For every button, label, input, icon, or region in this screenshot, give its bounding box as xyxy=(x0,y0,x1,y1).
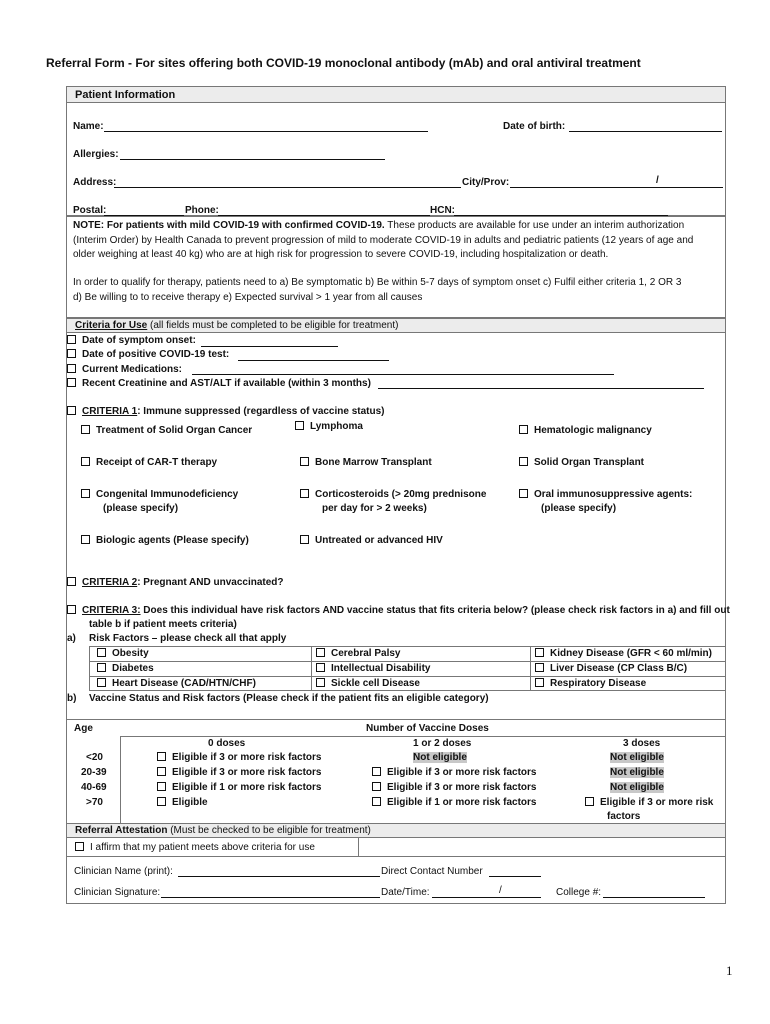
risk-factor-option[interactable]: Diabetes xyxy=(97,663,154,674)
eligibility-option[interactable]: Eligible if 1 or more risk factors xyxy=(372,797,537,808)
eligibility-option[interactable]: Eligible if 3 or more risk factors xyxy=(372,767,537,778)
college-field[interactable] xyxy=(603,897,705,898)
risk-factors-marker: a) xyxy=(67,633,76,644)
direct-contact-field[interactable] xyxy=(489,876,541,877)
risk-factors-label: Risk Factors – please check all that apply xyxy=(89,633,287,644)
address-field[interactable] xyxy=(114,187,461,188)
criteria-1-option-subtext: per day for > 2 weeks) xyxy=(322,503,427,514)
criteria-use-header xyxy=(75,320,398,331)
checkbox[interactable] xyxy=(67,605,76,614)
note-line-4: In order to qualify for therapy, patients need to a) Be symptomatic b) Be within 5-7 days of symptom onset c) Fulfil either criteria 1, 2 OR 3 xyxy=(73,277,682,288)
criteria-use-item[interactable]: Current Medications: xyxy=(67,364,182,375)
dob-field[interactable] xyxy=(569,131,722,132)
checkbox[interactable] xyxy=(300,457,309,466)
attestation-divider xyxy=(66,856,726,857)
dob-label: Date of birth: xyxy=(503,121,566,132)
form-bottom-border xyxy=(66,903,726,904)
direct-contact-label: Direct Contact Number xyxy=(381,866,483,877)
checkbox[interactable] xyxy=(157,782,166,791)
not-eligible-cell: Not eligible xyxy=(610,752,664,763)
risk-factor-option[interactable]: Respiratory Disease xyxy=(535,678,646,689)
patient-info-section xyxy=(66,86,726,216)
dose-col-header: 0 doses xyxy=(208,738,246,749)
creatinine-field[interactable] xyxy=(378,388,704,389)
risk-table-col-divider xyxy=(530,646,531,691)
checkbox[interactable] xyxy=(295,421,304,430)
criteria-use-item[interactable]: Date of symptom onset: xyxy=(67,335,196,346)
not-eligible-cell: Not eligible xyxy=(610,782,664,793)
checkbox[interactable] xyxy=(97,663,106,672)
age-group: >70 xyxy=(86,797,103,808)
hcn-label: HCN: xyxy=(430,205,455,216)
criteria-2-heading[interactable]: CRITERIA 2: Pregnant AND unvaccinated? xyxy=(67,577,284,588)
checkbox[interactable] xyxy=(97,678,106,687)
eligibility-option[interactable]: Eligible if 1 or more risk factors xyxy=(157,782,322,793)
criteria-1-option[interactable]: Receipt of CAR-T therapy xyxy=(81,457,217,468)
criteria-1-option-subtext: (please specify) xyxy=(103,503,179,514)
age-group: 40-69 xyxy=(81,782,107,793)
city-label: City/Prov: xyxy=(462,177,510,188)
checkbox[interactable] xyxy=(372,767,381,776)
risk-factor-option[interactable]: Obesity xyxy=(97,648,149,659)
clinician-signature-field[interactable] xyxy=(161,897,380,898)
checkbox[interactable] xyxy=(81,489,90,498)
criteria-1-option[interactable]: Biologic agents (Please specify) xyxy=(81,535,249,546)
not-eligible-cell: Not eligible xyxy=(413,752,467,763)
phone-label: Phone: xyxy=(185,205,219,216)
criteria-use-subtitle: (all fields must be completed to be eligible for treatment) xyxy=(147,320,399,331)
vaccine-status-label: Vaccine Status and Risk factors (Please check if the patient fits an eligible category) xyxy=(89,693,489,704)
eligibility-option[interactable]: Eligible if 3 or more risk factors xyxy=(157,752,322,763)
checkbox[interactable] xyxy=(67,335,76,344)
not-eligible-cell: Not eligible xyxy=(610,767,664,778)
eligibility-option-cont: factors xyxy=(607,811,641,822)
dose-col-header: 1 or 2 doses xyxy=(413,738,472,749)
vaccine-status-marker: b) xyxy=(67,693,77,704)
checkbox[interactable] xyxy=(535,678,544,687)
vaccine-table-top xyxy=(66,719,726,720)
eligibility-option[interactable]: Eligible xyxy=(157,797,208,808)
criteria-1-heading[interactable]: CRITERIA 1: Immune suppressed (regardless of vaccine status) xyxy=(67,406,385,417)
checkbox[interactable] xyxy=(535,663,544,672)
criteria-1-option[interactable]: Lymphoma xyxy=(295,421,363,432)
main-left-border xyxy=(66,333,67,903)
note-line-3: older weighing at least 40 kg) who are at high risk for progression to severe COVID-19, including hospitalization or death. xyxy=(73,249,609,260)
checkbox[interactable] xyxy=(535,648,544,657)
positive-test-field[interactable] xyxy=(238,360,389,361)
address-label: Address: xyxy=(73,177,117,188)
risk-table-col-divider xyxy=(311,646,312,691)
medications-field[interactable] xyxy=(192,374,614,375)
page-number: 1 xyxy=(726,963,733,978)
checkbox[interactable] xyxy=(75,842,84,851)
dose-col-header: 3 doses xyxy=(623,738,661,749)
note-line-5: d) Be willing to to receive therapy e) Expected survival > 1 year from all causes xyxy=(73,292,423,303)
age-group: 20-39 xyxy=(81,767,107,778)
college-label: College #: xyxy=(556,887,602,898)
checkbox[interactable] xyxy=(300,489,309,498)
age-group: <20 xyxy=(86,752,103,763)
date-time-label: Date/Time: xyxy=(381,887,430,898)
vaccine-table-col-divider xyxy=(120,736,121,823)
checkbox[interactable] xyxy=(316,648,325,657)
attestation-col-divider xyxy=(358,838,359,856)
checkbox[interactable] xyxy=(81,425,90,434)
note-line-2: (Interim Order) by Health Canada to prevent progression of mild to moderate COVID-19 in adults and pediatric patients (12 years of age and xyxy=(73,235,694,246)
checkbox[interactable] xyxy=(585,797,594,806)
note-bold: NOTE: For patients with mild COVID-19 with confirmed COVID-19. xyxy=(73,220,385,231)
main-right-border xyxy=(725,333,726,903)
checkbox[interactable] xyxy=(519,425,528,434)
checkbox[interactable] xyxy=(157,767,166,776)
risk-factor-option[interactable]: Intellectual Disability xyxy=(316,663,430,674)
criteria-1-option-subtext: (please specify) xyxy=(541,503,617,514)
page-title: Referral Form - For sites offering both COVID-19 monoclonal antibody (mAb) and oral antiviral treatment xyxy=(46,56,641,70)
clinician-name-field[interactable] xyxy=(178,876,380,877)
criteria-use-item[interactable]: Recent Creatinine and AST/ALT if available (within 3 months) xyxy=(67,378,371,389)
criteria-1-option[interactable]: Hematologic malignancy xyxy=(519,425,652,436)
clinician-signature-label: Clinician Signature: xyxy=(74,887,161,898)
postal-label: Postal: xyxy=(73,205,107,216)
attestation-title: Referral Attestation xyxy=(75,825,168,836)
city-prov-separator: / xyxy=(656,175,659,186)
checkbox[interactable] xyxy=(67,406,76,415)
criteria-1-option[interactable]: Oral immunosuppressive agents: xyxy=(519,489,692,500)
criteria-3-heading-cont: table b if patient meets criteria) xyxy=(89,619,237,630)
criteria-1-option[interactable]: Untreated or advanced HIV xyxy=(300,535,443,546)
eligibility-option[interactable]: Eligible if 3 or more risk factors xyxy=(157,767,322,778)
name-field[interactable] xyxy=(104,131,428,132)
clinician-name-label: Clinician Name (print): xyxy=(74,866,173,877)
checkbox[interactable] xyxy=(372,797,381,806)
checkbox[interactable] xyxy=(97,648,106,657)
criteria-use-title: Criteria for Use xyxy=(75,320,148,331)
checkbox[interactable] xyxy=(300,535,309,544)
eligibility-option[interactable]: Eligible if 3 or more risk factors xyxy=(372,782,537,793)
risk-factor-option[interactable]: Sickle cell Disease xyxy=(316,678,420,689)
risk-table-row-divider xyxy=(89,676,726,677)
checkbox[interactable] xyxy=(67,378,76,387)
symptom-onset-field[interactable] xyxy=(201,346,338,347)
patient-info-header: Patient Information xyxy=(75,89,176,101)
date-time-field[interactable] xyxy=(432,897,541,898)
doses-header: Number of Vaccine Doses xyxy=(366,723,489,734)
checkbox[interactable] xyxy=(316,678,325,687)
allergies-field[interactable] xyxy=(120,159,385,160)
criteria-1-option[interactable]: Congenital Immunodeficiency xyxy=(81,489,238,500)
city-field[interactable] xyxy=(510,187,723,188)
eligibility-option[interactable]: Eligible if 3 or more risk xyxy=(585,797,713,808)
note-line-1 xyxy=(73,220,684,231)
affirm-option[interactable]: I affirm that my patient meets above criteria for use xyxy=(75,842,315,853)
checkbox[interactable] xyxy=(519,457,528,466)
checkbox[interactable] xyxy=(157,752,166,761)
attestation-subtitle: (Must be checked to be eligible for treatment) xyxy=(167,825,371,836)
name-label: Name: xyxy=(73,121,104,132)
risk-factor-option[interactable]: Kidney Disease (GFR < 60 ml/min) xyxy=(535,648,712,659)
criteria-1-option[interactable]: Corticosteroids (> 20mg prednisone xyxy=(300,489,486,500)
attestation-header xyxy=(75,825,371,836)
criteria-use-item[interactable]: Date of positive COVID-19 test: xyxy=(67,349,229,360)
checkbox[interactable] xyxy=(519,489,528,498)
note-rest: These products are available for use under an interim authorization xyxy=(384,220,685,231)
checkbox[interactable] xyxy=(67,349,76,358)
checkbox[interactable] xyxy=(372,782,381,791)
risk-table-row-divider xyxy=(89,661,726,662)
risk-factor-option[interactable]: Heart Disease (CAD/HTN/CHF) xyxy=(97,678,256,689)
checkbox[interactable] xyxy=(316,663,325,672)
age-header: Age xyxy=(74,723,93,734)
risk-factor-option[interactable]: Cerebral Palsy xyxy=(316,648,401,659)
vaccine-table-sub-divider xyxy=(120,736,726,737)
criteria-1-option[interactable]: Solid Organ Transplant xyxy=(519,457,644,468)
checkbox[interactable] xyxy=(67,577,76,586)
date-time-separator: / xyxy=(499,885,502,896)
criteria-3-heading[interactable]: CRITERIA 3: Does this individual have risk factors AND vaccine status that fits criteria below? (please check risk factors in a) and fill out xyxy=(67,605,730,616)
checkbox[interactable] xyxy=(81,535,90,544)
allergies-label: Allergies: xyxy=(73,149,119,160)
criteria-1-option[interactable]: Treatment of Solid Organ Cancer xyxy=(81,425,252,436)
criteria-1-option[interactable]: Bone Marrow Transplant xyxy=(300,457,432,468)
checkbox[interactable] xyxy=(157,797,166,806)
risk-factor-option[interactable]: Liver Disease (CP Class B/C) xyxy=(535,663,687,674)
checkbox[interactable] xyxy=(67,364,76,373)
checkbox[interactable] xyxy=(81,457,90,466)
